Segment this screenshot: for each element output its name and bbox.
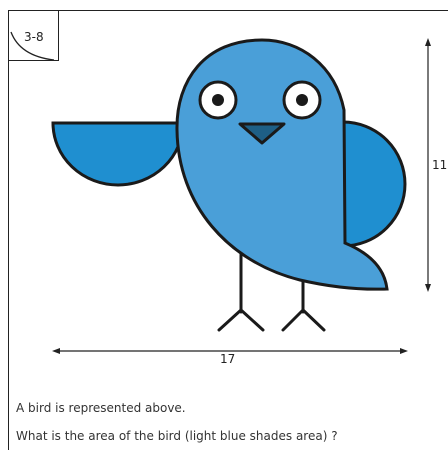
- left-eye: [200, 82, 236, 118]
- problem-number: 3-8: [24, 30, 44, 44]
- right-eye: [284, 82, 320, 118]
- problem-question: What is the area of the bird (light blue shades area) ?: [16, 429, 338, 443]
- left-wing: [53, 123, 183, 185]
- right-wing: [343, 122, 405, 246]
- height-dimension-arrow: [425, 38, 431, 292]
- problem-statement: A bird is represented above.: [16, 401, 186, 415]
- width-label: 17: [220, 352, 236, 366]
- height-label: 11: [432, 158, 448, 172]
